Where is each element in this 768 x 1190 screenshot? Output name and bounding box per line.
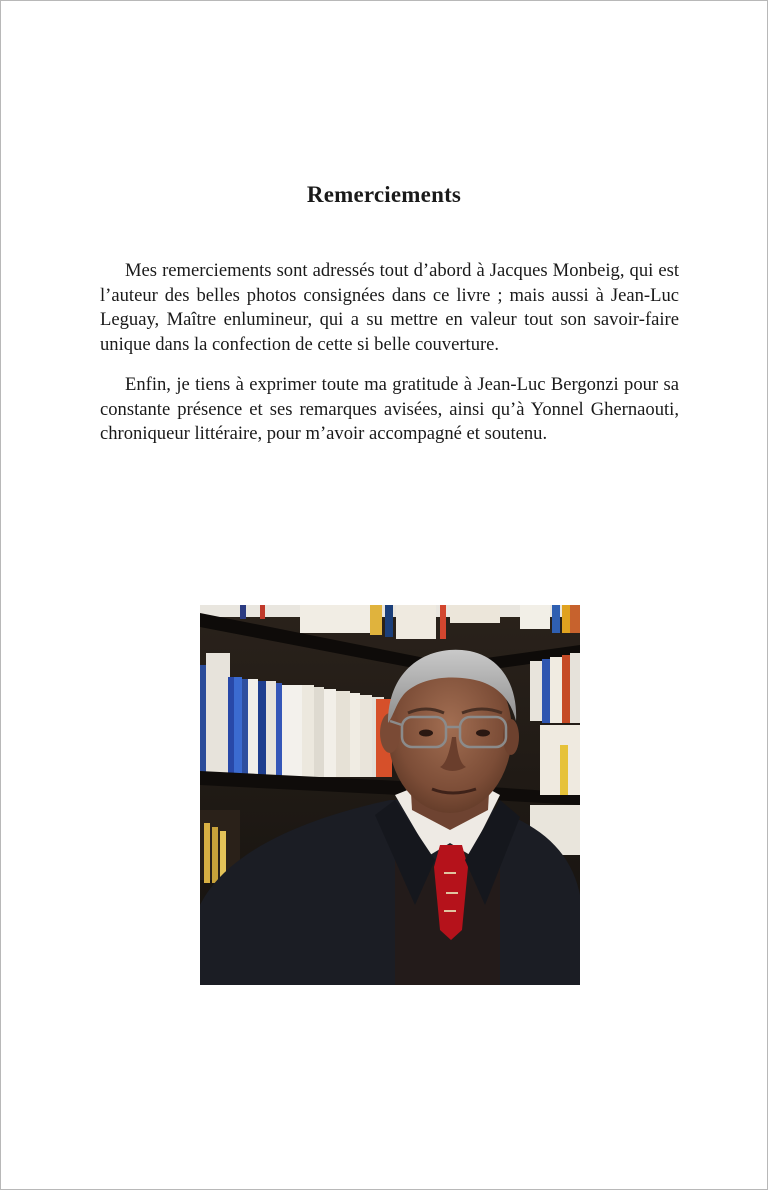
author-portrait-photo: [200, 605, 580, 985]
page-title: Remerciements: [306, 182, 462, 207]
paragraph-2: Enfin, je tiens à exprimer toute ma gratitude à Jean-Luc Bergonzi pour sa constante présence et ses remarques avisées, ainsi qu’à Yonnel Ghernaouti, chroniqueur littéraire, pour m’avoir accompagné et soutenu.: [100, 374, 679, 444]
acknowledgements-text: [100, 259, 679, 463]
paragraph-1: Mes remerciements sont adressés tout d’abord à Jacques Monbeig, qui est l’auteur des belles photos consignées dans ce livre ; mais aussi à Jean-Luc Leguay, Maître enlumineur, qui a su mettre en valeur tout son savoir-faire unique dans la confection de cette si belle couverture.: [100, 260, 679, 355]
